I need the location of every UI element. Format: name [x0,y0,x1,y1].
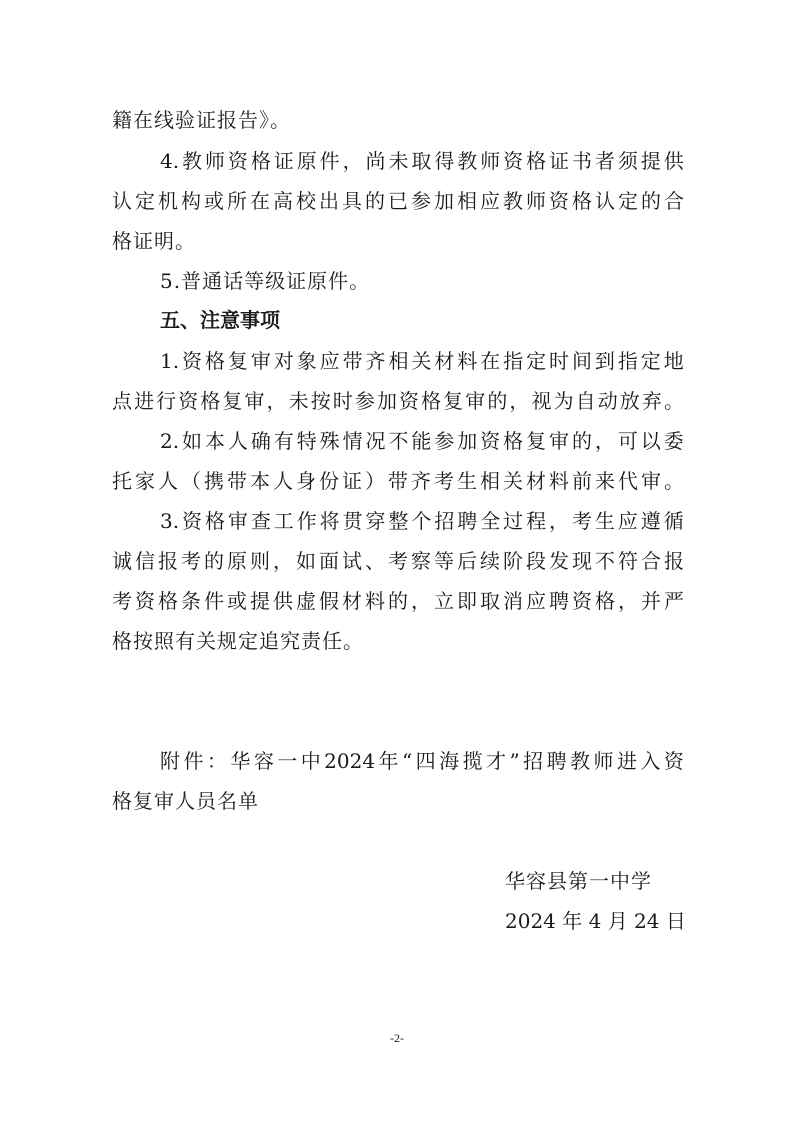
body-line-10: 托 家 人 （ 携 带 本 人 身 份 证 ） 带 齐 考 生 相 关 材 料 前 来 代 审 。 [112,469,684,493]
page-number: -2- [390,1031,404,1045]
body-line-3: 认 定 机 构 或 所 在 高 校 出 具 的 已 参 加 相 应 教 师 资 格 认 定 的 合 [112,189,684,213]
signature-org: 华容县第一中学 [505,869,652,893]
body-line-14: 格按照有关规定追究责任。 [112,629,364,653]
body-line-13: 考 资 格 条 件 或 提 供 虚 假 材 料 的 ， 立 即 取 消 应 聘 资 格 ， 并 严 [112,589,684,613]
section-heading: 五、注意事项 [160,308,280,332]
attachment-line-2: 格复审人员名单 [112,789,259,813]
body-line-1: 籍在线验证报告》。 [112,108,291,132]
attachment-line-1: 附 件 ： 华 容 一 中 2024 年 “ 四 海 揽 才 ” 招 聘 教 师 进 入 资 [160,749,684,773]
body-line-11: 3. 资 格 审 查 工 作 将 贯 穿 整 个 招 聘 全 过 程 ， 考 生 应 遵 循 [160,509,684,533]
body-line-4: 格证明。 [112,229,196,253]
body-line-9: 2. 如 本 人 确 有 特 殊 情 况 不 能 参 加 资 格 复 审 的 ， 可 以 委 [160,429,684,453]
body-line-8: 点 进 行 资 格 复 审 ， 未 按 时 参 加 资 格 复 审 的 ， 视 为 自 动 放 弃 。 [112,389,684,413]
body-line-12: 诚 信 报 考 的 原 则 ， 如 面 试 、 考 察 等 后 续 阶 段 发 现 不 符 合 报 [112,549,684,573]
body-line-2: 4. 教 师 资 格 证 原 件 ， 尚 未 取 得 教 师 资 格 证 书 者 须 提 供 [160,149,684,173]
body-line-7: 1. 资 格 复 审 对 象 应 带 齐 相 关 材 料 在 指 定 时 间 到 指 定 地 [160,349,684,373]
signature-date: 2024 年 4 月 24 日 [505,909,686,933]
body-line-5: 5.普通话等级证原件。 [160,269,371,293]
